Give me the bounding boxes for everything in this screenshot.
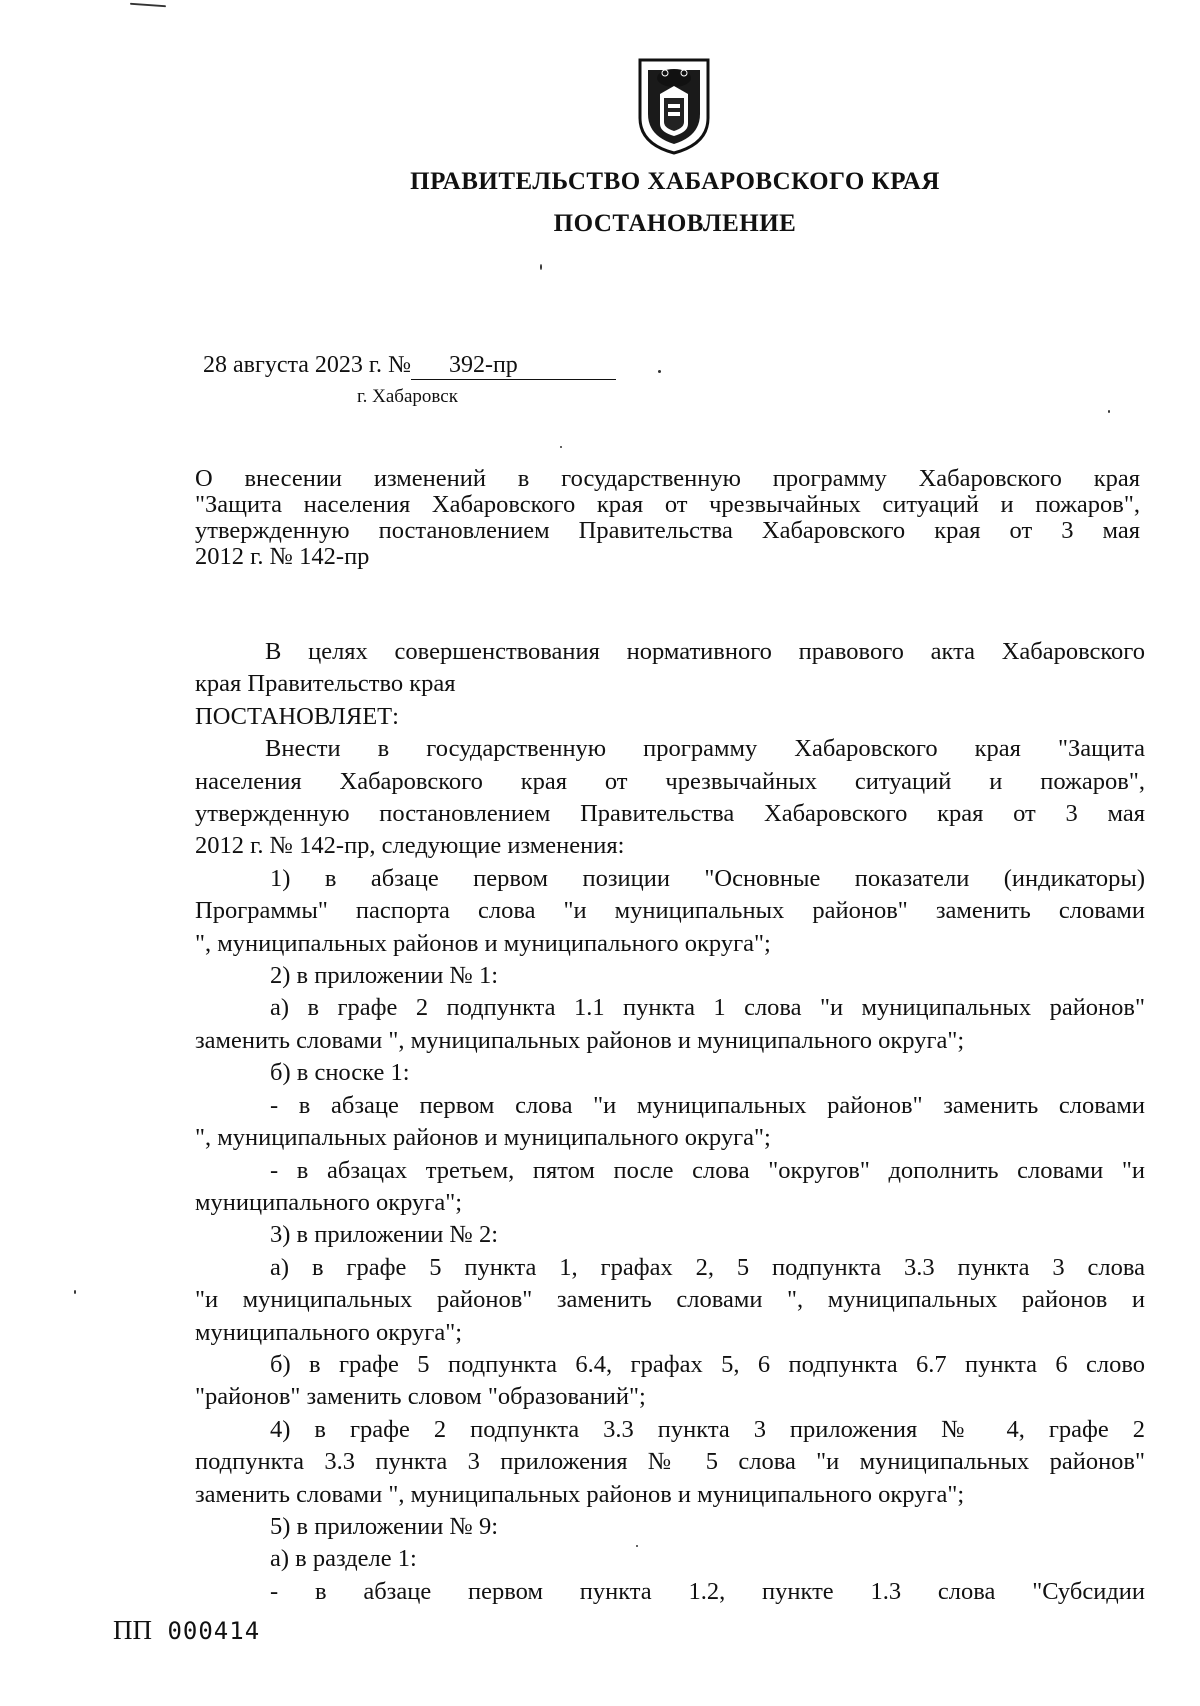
body-line: б) в графе 5 подпункта 6.4, графах 5, 6 подпункта 6.7 пункта 6 слово [270, 1350, 1145, 1378]
body-line: заменить словами ", муниципальных районов и муниципального округа"; [195, 1480, 965, 1508]
organization-heading: ПРАВИТЕЛЬСТВО ХАБАРОВСКОГО КРАЯ [410, 168, 940, 195]
body-line: - в абзацах третьем, пятом после слова "округов" дополнить словами "и [270, 1156, 1145, 1184]
form-number: 000414 [167, 1617, 261, 1645]
body-line: "и муниципальных районов" заменить словами ", муниципальных районов и [195, 1286, 1145, 1314]
document-body [195, 636, 1145, 1608]
body-line: а) в разделе 1: [270, 1545, 417, 1573]
subject-line: утвержденную постановлением Правительства Хабаровского края от 3 мая [195, 517, 1140, 544]
body-line: ", муниципальных районов и муниципального округа"; [195, 1124, 771, 1152]
body-line: 3) в приложении № 2: [270, 1221, 499, 1249]
document-type-heading: ПОСТАНОВЛЕНИЕ [553, 210, 797, 237]
form-prefix: ПП [113, 1615, 152, 1645]
document-number: 392-пр [448, 352, 518, 378]
scan-speck [74, 1290, 76, 1294]
scan-speck [130, 3, 166, 8]
document-date: 28 августа 2023 г. [203, 352, 383, 378]
body-line: "районов" заменить словом "образований"; [195, 1383, 646, 1411]
registration-line [203, 352, 616, 380]
body-line: населения Хабаровского края от чрезвычайных ситуаций и пожаров", [195, 767, 1145, 795]
number-sign: № [388, 352, 411, 378]
body-line: края Правительство края [195, 670, 456, 698]
body-line: ", муниципальных районов и муниципального округа"; [195, 929, 771, 957]
body-line: а) в графе 5 пункта 1, графах 2, 5 подпункта 3.3 пункта 3 слова [270, 1253, 1145, 1281]
body-line: 2) в приложении № 1: [270, 962, 499, 990]
document-city: г. Хабаровск [357, 386, 458, 407]
subject-line: "Защита населения Хабаровского края от чрезвычайных ситуаций и пожаров", [195, 491, 1140, 518]
body-line: 5) в приложении № 9: [270, 1512, 499, 1540]
body-line: - в абзаце первом пункта 1.2, пункте 1.3 слова "Субсидии [270, 1577, 1145, 1605]
body-line: В целях совершенствования нормативного правового акта Хабаровского [265, 638, 1145, 665]
body-line: Внести в государственную программу Хабаровского края "Защита [265, 735, 1145, 763]
form-serial-number [113, 1615, 260, 1646]
body-line: 2012 г. № 142-пр, следующие изменения: [195, 832, 625, 860]
body-line: 4) в графе 2 подпункта 3.3 пункта 3 приложения № 4, графе 2 [270, 1415, 1145, 1443]
body-line: утвержденную постановлением Правительства Хабаровского края от 3 мая [195, 800, 1145, 828]
scan-speck [540, 264, 542, 270]
scan-speck [560, 446, 562, 448]
body-line: подпункта 3.3 пункта 3 приложения № 5 слова "и муниципальных районов" [195, 1448, 1145, 1476]
resolves-heading: ПОСТАНОВЛЯЕТ: [195, 702, 399, 730]
body-line: б) в сноске 1: [270, 1059, 410, 1087]
body-line: муниципального округа"; [195, 1188, 463, 1216]
scan-speck [636, 1545, 638, 1547]
document-subject [195, 466, 1140, 570]
body-line: 1) в абзаце первом позиции "Основные показатели (индикаторы) [270, 864, 1145, 892]
body-line: а) в графе 2 подпункта 1.1 пункта 1 слова "и муниципальных районов" [270, 994, 1145, 1022]
body-line: муниципального округа"; [195, 1318, 463, 1346]
scan-speck [1108, 410, 1110, 413]
body-line: Программы" паспорта слова "и муниципальных районов" заменить словами [195, 897, 1145, 925]
body-line: заменить словами ", муниципальных районов и муниципального округа"; [195, 1026, 965, 1054]
subject-line: О внесении изменений в государственную программу Хабаровского края [195, 465, 1140, 492]
body-line: - в абзаце первом слова "и муниципальных районов" заменить словами [270, 1091, 1145, 1119]
coat-of-arms-icon [634, 56, 714, 156]
scan-speck [658, 370, 661, 373]
subject-line: 2012 г. № 142-пр [195, 543, 370, 570]
